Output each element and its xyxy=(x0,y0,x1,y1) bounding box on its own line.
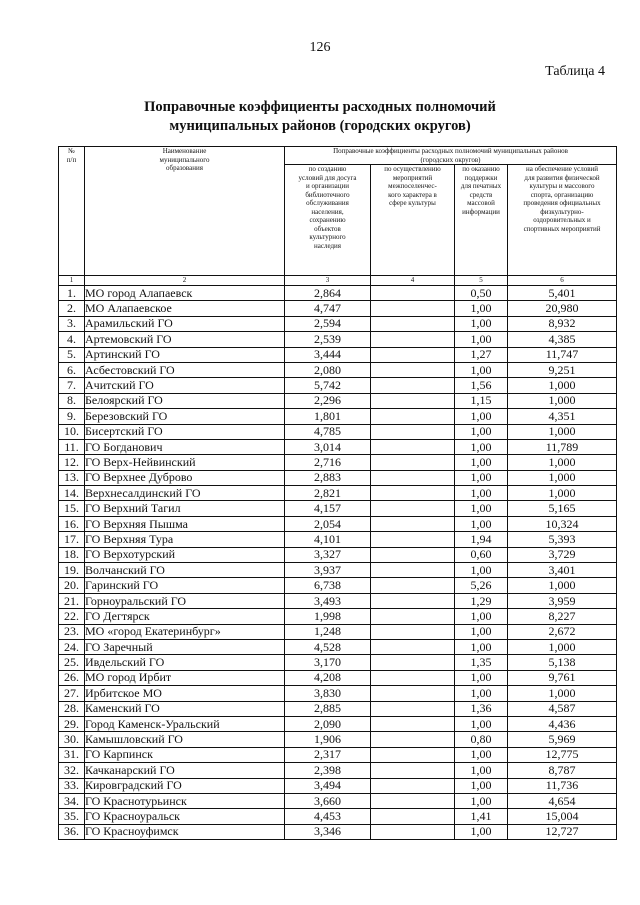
coef-culture-leisure: 2,885 xyxy=(285,701,371,716)
row-number: 22. xyxy=(59,609,85,624)
table-row xyxy=(59,563,617,578)
municipality-name: ГО Красноуфимск xyxy=(85,824,285,839)
coef-sport: 10,324 xyxy=(508,516,617,531)
coef-interdistrict-culture xyxy=(371,409,455,424)
table-row xyxy=(59,455,617,470)
coef-sport: 1,000 xyxy=(508,424,617,439)
row-number: 32. xyxy=(59,763,85,778)
municipality-name: Бисертский ГО xyxy=(85,424,285,439)
table-row xyxy=(59,639,617,654)
table-row xyxy=(59,609,617,624)
municipality-name: ГО Богданович xyxy=(85,439,285,454)
coef-sport: 1,000 xyxy=(508,578,617,593)
table-row xyxy=(59,362,617,377)
coef-press-support: 1,41 xyxy=(455,809,508,824)
row-number: 15. xyxy=(59,501,85,516)
coef-sport: 12,727 xyxy=(508,824,617,839)
coef-sport: 1,000 xyxy=(508,470,617,485)
coef-sport: 8,787 xyxy=(508,763,617,778)
municipality-name: Камышловский ГО xyxy=(85,732,285,747)
municipality-name: Ачитский ГО xyxy=(85,378,285,393)
municipality-name: ГО Верхняя Тура xyxy=(85,532,285,547)
coef-interdistrict-culture xyxy=(371,332,455,347)
table-row xyxy=(59,655,617,670)
row-number: 5. xyxy=(59,347,85,362)
coef-culture-leisure: 3,493 xyxy=(285,593,371,608)
coef-culture-leisure: 2,716 xyxy=(285,455,371,470)
coef-culture-leisure: 2,883 xyxy=(285,470,371,485)
coef-press-support: 1,00 xyxy=(455,332,508,347)
table-row xyxy=(59,716,617,731)
coef-press-support: 1,15 xyxy=(455,393,508,408)
header-col6: на обеспечение условий для развития физической культуры и массового спорта, организацию проведения официальных физкультурно- оздоровительных и спортивных мероприятий xyxy=(508,165,617,276)
coef-culture-leisure: 1,998 xyxy=(285,609,371,624)
municipality-name: Каменский ГО xyxy=(85,701,285,716)
header-number: № п/п xyxy=(59,147,85,276)
coef-culture-leisure: 2,398 xyxy=(285,763,371,778)
header-col5: по оказанию поддержки для печатных средств массовой информации xyxy=(455,165,508,276)
table-row xyxy=(59,747,617,762)
coef-culture-leisure: 2,864 xyxy=(285,286,371,301)
table-row xyxy=(59,409,617,424)
row-number: 25. xyxy=(59,655,85,670)
table-row xyxy=(59,286,617,301)
coef-interdistrict-culture xyxy=(371,670,455,685)
coef-culture-leisure: 3,014 xyxy=(285,439,371,454)
municipality-name: ГО Верхняя Пышма xyxy=(85,516,285,531)
table-row xyxy=(59,686,617,701)
coef-press-support: 1,35 xyxy=(455,655,508,670)
coef-culture-leisure: 2,594 xyxy=(285,316,371,331)
coef-sport: 1,000 xyxy=(508,639,617,654)
coef-culture-leisure: 2,539 xyxy=(285,332,371,347)
coef-press-support: 1,00 xyxy=(455,686,508,701)
row-number: 16. xyxy=(59,516,85,531)
coef-culture-leisure: 2,090 xyxy=(285,716,371,731)
coef-culture-leisure: 4,453 xyxy=(285,809,371,824)
coef-press-support: 1,00 xyxy=(455,409,508,424)
coef-culture-leisure: 4,208 xyxy=(285,670,371,685)
coef-press-support: 1,00 xyxy=(455,516,508,531)
coef-press-support: 1,00 xyxy=(455,501,508,516)
row-number: 31. xyxy=(59,747,85,762)
coef-sport: 9,251 xyxy=(508,362,617,377)
coef-press-support: 1,00 xyxy=(455,362,508,377)
coef-press-support: 0,80 xyxy=(455,732,508,747)
row-number: 13. xyxy=(59,470,85,485)
coef-sport: 5,138 xyxy=(508,655,617,670)
coef-culture-leisure: 3,346 xyxy=(285,824,371,839)
municipality-name: Горноуральский ГО xyxy=(85,593,285,608)
header-group: Поправочные коэффициенты расходных полномочий муниципальных районов (городских округов) xyxy=(285,147,617,165)
table-row xyxy=(59,578,617,593)
column-number: 2 xyxy=(85,276,285,286)
coef-interdistrict-culture xyxy=(371,455,455,470)
coef-culture-leisure: 3,937 xyxy=(285,563,371,578)
coef-sport: 3,959 xyxy=(508,593,617,608)
row-number: 18. xyxy=(59,547,85,562)
row-number: 35. xyxy=(59,809,85,824)
row-number: 12. xyxy=(59,455,85,470)
coef-interdistrict-culture xyxy=(371,655,455,670)
coef-sport: 3,401 xyxy=(508,563,617,578)
coef-sport: 20,980 xyxy=(508,301,617,316)
table-row xyxy=(59,424,617,439)
table-row xyxy=(59,347,617,362)
municipality-name: Белоярский ГО xyxy=(85,393,285,408)
municipality-name: Ирбитское МО xyxy=(85,686,285,701)
row-number: 34. xyxy=(59,793,85,808)
coef-press-support: 1,00 xyxy=(455,670,508,685)
table-row xyxy=(59,793,617,808)
coef-sport: 1,000 xyxy=(508,486,617,501)
coef-sport: 2,672 xyxy=(508,624,617,639)
row-number: 27. xyxy=(59,686,85,701)
coef-sport: 1,000 xyxy=(508,378,617,393)
municipality-name: ГО Верхний Тагил xyxy=(85,501,285,516)
coef-sport: 4,654 xyxy=(508,793,617,808)
coef-sport: 1,000 xyxy=(508,686,617,701)
coef-press-support: 1,94 xyxy=(455,532,508,547)
coef-sport: 1,000 xyxy=(508,393,617,408)
row-number: 24. xyxy=(59,639,85,654)
coef-interdistrict-culture xyxy=(371,778,455,793)
coef-culture-leisure: 5,742 xyxy=(285,378,371,393)
row-number: 17. xyxy=(59,532,85,547)
coef-interdistrict-culture xyxy=(371,547,455,562)
page-number: 126 xyxy=(309,40,331,55)
coef-press-support: 1,36 xyxy=(455,701,508,716)
coef-culture-leisure: 1,248 xyxy=(285,624,371,639)
coef-press-support: 1,00 xyxy=(455,778,508,793)
row-number: 9. xyxy=(59,409,85,424)
coef-culture-leisure: 4,157 xyxy=(285,501,371,516)
coef-interdistrict-culture xyxy=(371,701,455,716)
row-number: 2. xyxy=(59,301,85,316)
coef-culture-leisure: 2,054 xyxy=(285,516,371,531)
column-number: 5 xyxy=(455,276,508,286)
coef-interdistrict-culture xyxy=(371,763,455,778)
coef-press-support: 1,00 xyxy=(455,439,508,454)
coef-press-support: 1,00 xyxy=(455,624,508,639)
municipality-name: Верхнесалдинский ГО xyxy=(85,486,285,501)
coef-interdistrict-culture xyxy=(371,686,455,701)
coef-press-support: 1,00 xyxy=(455,563,508,578)
table-row xyxy=(59,624,617,639)
coef-culture-leisure: 3,660 xyxy=(285,793,371,808)
table-row xyxy=(59,532,617,547)
row-number: 28. xyxy=(59,701,85,716)
coef-culture-leisure: 3,444 xyxy=(285,347,371,362)
coef-sport: 4,587 xyxy=(508,701,617,716)
table-row xyxy=(59,516,617,531)
column-number: 4 xyxy=(371,276,455,286)
table-row xyxy=(59,501,617,516)
table-label: Таблица 4 xyxy=(545,64,605,79)
municipality-name: Артинский ГО xyxy=(85,347,285,362)
coef-culture-leisure: 4,747 xyxy=(285,301,371,316)
table-row xyxy=(59,701,617,716)
coef-press-support: 1,00 xyxy=(455,609,508,624)
coef-sport: 15,004 xyxy=(508,809,617,824)
municipality-name: ГО Заречный xyxy=(85,639,285,654)
coef-interdistrict-culture xyxy=(371,732,455,747)
table-row xyxy=(59,486,617,501)
table-row xyxy=(59,378,617,393)
coef-sport: 5,393 xyxy=(508,532,617,547)
coef-interdistrict-culture xyxy=(371,378,455,393)
municipality-name: МО город Ирбит xyxy=(85,670,285,685)
coef-sport: 5,401 xyxy=(508,286,617,301)
table-row xyxy=(59,470,617,485)
coef-press-support: 1,00 xyxy=(455,455,508,470)
column-numbers-row xyxy=(59,276,617,286)
coef-sport: 4,385 xyxy=(508,332,617,347)
coef-sport: 11,736 xyxy=(508,778,617,793)
row-number: 10. xyxy=(59,424,85,439)
coef-culture-leisure: 3,327 xyxy=(285,547,371,562)
coef-sport: 8,227 xyxy=(508,609,617,624)
coef-culture-leisure: 2,296 xyxy=(285,393,371,408)
row-number: 1. xyxy=(59,286,85,301)
table-row xyxy=(59,301,617,316)
title-line-2: муниципальных районов (городских округов) xyxy=(169,118,471,134)
municipality-name: Арамильский ГО xyxy=(85,316,285,331)
coef-interdistrict-culture xyxy=(371,486,455,501)
coef-culture-leisure: 1,906 xyxy=(285,732,371,747)
municipality-name: ГО Верх-Нейвинский xyxy=(85,455,285,470)
row-number: 6. xyxy=(59,362,85,377)
coef-press-support: 1,29 xyxy=(455,593,508,608)
coef-interdistrict-culture xyxy=(371,316,455,331)
coef-sport: 12,775 xyxy=(508,747,617,762)
row-number: 26. xyxy=(59,670,85,685)
coef-interdistrict-culture xyxy=(371,424,455,439)
coef-culture-leisure: 3,830 xyxy=(285,686,371,701)
coef-interdistrict-culture xyxy=(371,716,455,731)
row-number: 3. xyxy=(59,316,85,331)
coef-culture-leisure: 2,080 xyxy=(285,362,371,377)
table-row xyxy=(59,316,617,331)
row-number: 7. xyxy=(59,378,85,393)
coef-culture-leisure: 3,494 xyxy=(285,778,371,793)
row-number: 21. xyxy=(59,593,85,608)
document-title xyxy=(0,98,640,136)
table-row xyxy=(59,824,617,839)
coef-press-support: 1,00 xyxy=(455,747,508,762)
municipality-name: Город Каменск-Уральский xyxy=(85,716,285,731)
row-number: 29. xyxy=(59,716,85,731)
coef-interdistrict-culture xyxy=(371,286,455,301)
coef-sport: 5,969 xyxy=(508,732,617,747)
coef-interdistrict-culture xyxy=(371,747,455,762)
coef-interdistrict-culture xyxy=(371,516,455,531)
row-number: 23. xyxy=(59,624,85,639)
municipality-name: ГО Дегтярск xyxy=(85,609,285,624)
coef-culture-leisure: 4,528 xyxy=(285,639,371,654)
coef-interdistrict-culture xyxy=(371,639,455,654)
coef-interdistrict-culture xyxy=(371,809,455,824)
coef-press-support: 1,56 xyxy=(455,378,508,393)
row-number: 11. xyxy=(59,439,85,454)
header-col3: по созданию условий для досуга и организации библиотечного обслуживания населения, сохранению объектов культурного наследия xyxy=(285,165,371,276)
coef-sport: 8,932 xyxy=(508,316,617,331)
coef-press-support: 1,00 xyxy=(455,424,508,439)
coef-culture-leisure: 2,317 xyxy=(285,747,371,762)
coef-press-support: 1,00 xyxy=(455,470,508,485)
municipality-name: Асбестовский ГО xyxy=(85,362,285,377)
municipality-name: ГО Краснотурьинск xyxy=(85,793,285,808)
row-number: 36. xyxy=(59,824,85,839)
municipality-name: Артемовский ГО xyxy=(85,332,285,347)
municipality-name: Качканарский ГО xyxy=(85,763,285,778)
column-number: 1 xyxy=(59,276,85,286)
municipality-name: Кировградский ГО xyxy=(85,778,285,793)
header-name: Наименование муниципального образования xyxy=(85,147,285,276)
municipality-name: Березовский ГО xyxy=(85,409,285,424)
coef-interdistrict-culture xyxy=(371,347,455,362)
table-row xyxy=(59,593,617,608)
municipality-name: МО «город Екатеринбург» xyxy=(85,624,285,639)
municipality-name: ГО Карпинск xyxy=(85,747,285,762)
row-number: 19. xyxy=(59,563,85,578)
coef-interdistrict-culture xyxy=(371,793,455,808)
coef-sport: 1,000 xyxy=(508,455,617,470)
table-row xyxy=(59,332,617,347)
table-row xyxy=(59,732,617,747)
column-number: 6 xyxy=(508,276,617,286)
table-row xyxy=(59,809,617,824)
coef-press-support: 5,26 xyxy=(455,578,508,593)
coef-interdistrict-culture xyxy=(371,563,455,578)
coef-interdistrict-culture xyxy=(371,824,455,839)
coef-culture-leisure: 6,738 xyxy=(285,578,371,593)
coef-interdistrict-culture xyxy=(371,301,455,316)
coef-sport: 5,165 xyxy=(508,501,617,516)
coef-culture-leisure: 2,821 xyxy=(285,486,371,501)
coef-sport: 4,436 xyxy=(508,716,617,731)
municipality-name: МО город Алапаевск xyxy=(85,286,285,301)
row-number: 33. xyxy=(59,778,85,793)
municipality-name: ГО Красноуральск xyxy=(85,809,285,824)
table-row xyxy=(59,778,617,793)
coef-interdistrict-culture xyxy=(371,470,455,485)
title-line-1: Поправочные коэффициенты расходных полномочий xyxy=(144,99,496,115)
coef-interdistrict-culture xyxy=(371,439,455,454)
coef-press-support: 1,00 xyxy=(455,486,508,501)
coef-interdistrict-culture xyxy=(371,593,455,608)
municipality-name: ГО Верхотурский xyxy=(85,547,285,562)
coefficients-table xyxy=(58,146,617,840)
coef-press-support: 1,00 xyxy=(455,639,508,654)
row-number: 30. xyxy=(59,732,85,747)
header-col4: по осуществлению мероприятий межпоселенчес- кого характера в сфере культуры xyxy=(371,165,455,276)
coef-interdistrict-culture xyxy=(371,362,455,377)
table-row xyxy=(59,547,617,562)
coef-sport: 9,761 xyxy=(508,670,617,685)
coef-press-support: 1,00 xyxy=(455,763,508,778)
coef-press-support: 1,00 xyxy=(455,316,508,331)
coef-press-support: 0,50 xyxy=(455,286,508,301)
municipality-name: МО Алапаевское xyxy=(85,301,285,316)
coef-sport: 4,351 xyxy=(508,409,617,424)
coef-interdistrict-culture xyxy=(371,624,455,639)
coef-press-support: 1,00 xyxy=(455,716,508,731)
coef-sport: 3,729 xyxy=(508,547,617,562)
coef-press-support: 1,00 xyxy=(455,824,508,839)
coef-culture-leisure: 1,801 xyxy=(285,409,371,424)
coef-interdistrict-culture xyxy=(371,393,455,408)
coef-culture-leisure: 4,785 xyxy=(285,424,371,439)
coef-interdistrict-culture xyxy=(371,532,455,547)
coef-press-support: 1,00 xyxy=(455,793,508,808)
column-number: 3 xyxy=(285,276,371,286)
table-body xyxy=(59,286,617,840)
row-number: 14. xyxy=(59,486,85,501)
coef-culture-leisure: 4,101 xyxy=(285,532,371,547)
coef-press-support: 1,00 xyxy=(455,301,508,316)
table-row xyxy=(59,670,617,685)
coef-interdistrict-culture xyxy=(371,578,455,593)
coef-culture-leisure: 3,170 xyxy=(285,655,371,670)
coef-sport: 11,747 xyxy=(508,347,617,362)
municipality-name: Ивдельский ГО xyxy=(85,655,285,670)
row-number: 8. xyxy=(59,393,85,408)
coef-interdistrict-culture xyxy=(371,609,455,624)
table-row xyxy=(59,439,617,454)
municipality-name: ГО Верхнее Дуброво xyxy=(85,470,285,485)
municipality-name: Волчанский ГО xyxy=(85,563,285,578)
row-number: 4. xyxy=(59,332,85,347)
municipality-name: Гаринский ГО xyxy=(85,578,285,593)
coef-press-support: 1,27 xyxy=(455,347,508,362)
row-number: 20. xyxy=(59,578,85,593)
coef-interdistrict-culture xyxy=(371,501,455,516)
table-row xyxy=(59,393,617,408)
table-row xyxy=(59,763,617,778)
coef-press-support: 0,60 xyxy=(455,547,508,562)
coef-sport: 11,789 xyxy=(508,439,617,454)
